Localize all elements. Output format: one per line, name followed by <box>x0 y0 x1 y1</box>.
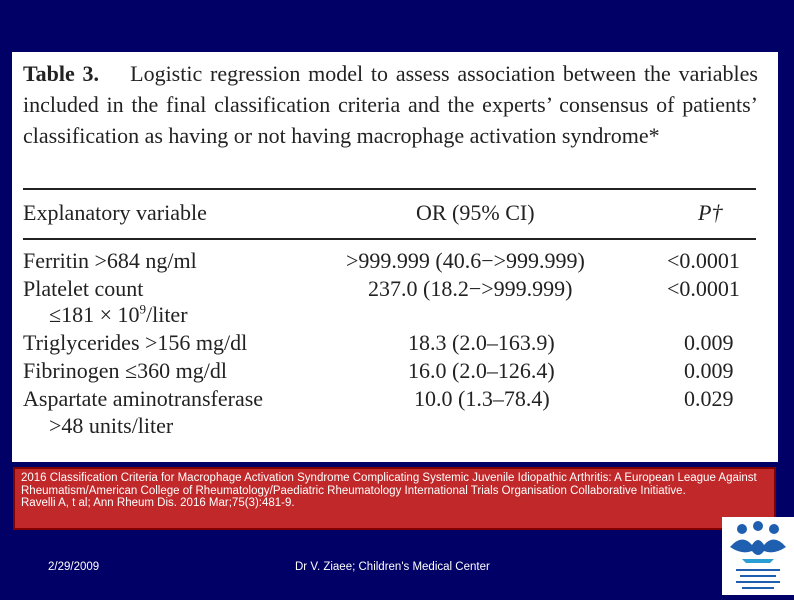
caption-text: Logistic regression model to assess association between the variables included in the final classification criteria and the experts’ consensus of patients’ classification as having or not having macrophage activation syndrome* <box>23 61 758 148</box>
row-platelet-or: 237.0 (18.2−>999.999) <box>368 276 573 301</box>
row-ferritin-or: >999.999 (40.6−>999.999) <box>346 248 585 273</box>
row-triglycerides-p: 0.009 <box>684 330 734 355</box>
row-triglycerides-or: 18.3 (2.0–163.9) <box>408 330 555 355</box>
row-fibrinogen-or: 16.0 (2.0–126.4) <box>408 358 555 383</box>
row-ferritin-p: <0.0001 <box>667 248 740 273</box>
caption-label: Table 3. <box>23 61 100 86</box>
childrens-medical-center-logo-icon <box>722 517 794 595</box>
row-ast-variable-cont: >48 units/liter <box>49 413 174 438</box>
header-p: P† <box>698 200 723 225</box>
reference-citation: Ravelli A, t al; Ann Rheum Dis. 2016 Mar;75(3):481-9. <box>21 497 295 509</box>
header-variable: Explanatory variable <box>23 200 207 225</box>
row-platelet-p: <0.0001 <box>667 276 740 301</box>
row-ast-variable: Aspartate aminotransferase <box>23 386 264 411</box>
row-fibrinogen-p: 0.009 <box>684 358 734 383</box>
row-ast-p: 0.029 <box>684 386 734 411</box>
footer-center: Dr V. Ziaee; Children's Medical Center <box>295 561 490 573</box>
row-triglycerides-variable: Triglycerides >156 mg/dl <box>23 330 248 355</box>
table-caption <box>23 58 758 151</box>
row-ferritin-variable: Ferritin >684 ng/ml <box>23 248 197 273</box>
row-ast-or: 10.0 (1.3–78.4) <box>414 386 550 411</box>
table-panel <box>12 52 778 462</box>
row-fibrinogen-variable: Fibrinogen ≤360 mg/dl <box>23 358 227 383</box>
header-or: OR (95% CI) <box>416 200 535 225</box>
row-platelet-variable: Platelet count <box>23 276 144 301</box>
reference-box <box>13 467 776 530</box>
top-rule <box>23 188 756 190</box>
row-platelet-variable-cont: $\le 181 \times 10^9$/liter <box>49 301 188 327</box>
reference-title: 2016 Classification Criteria for Macrophage Activation Syndrome Complicating Systemic Juvenile Idiopathic Arthritis: A European League Against Rheumatism/American College of Rheumatology/Paediatric Rheumatology International Trials Organisation Collaborative Initiative. <box>21 472 757 497</box>
footer-date: 2/29/2009 <box>48 561 100 573</box>
header-rule <box>23 238 756 240</box>
